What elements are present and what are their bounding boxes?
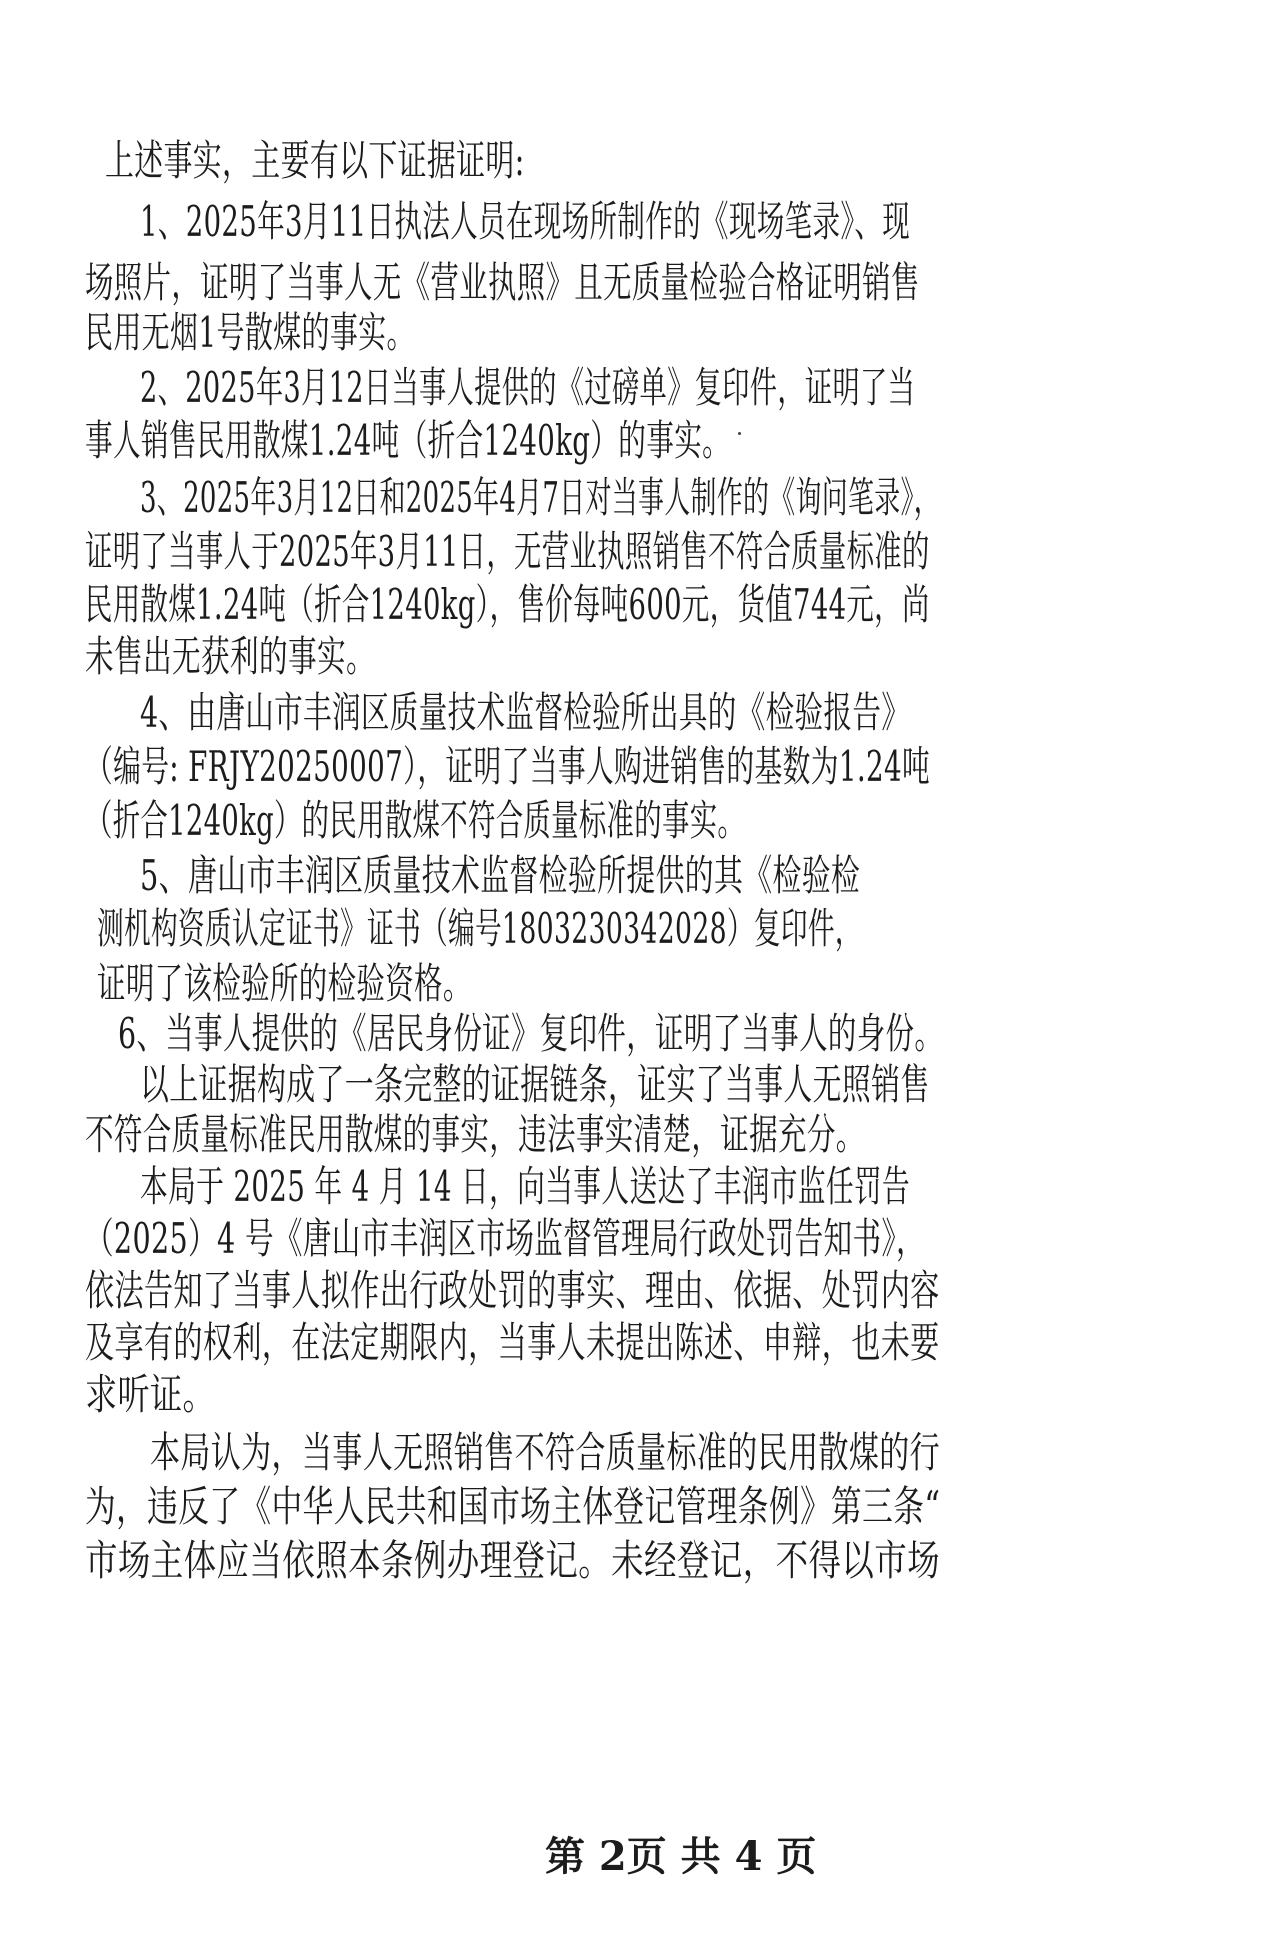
text-line: 及享有的权利，在法定期限内，当事人未提出陈述、申辩，也未要: [85, 1318, 940, 1367]
text-line: 为，违反了《中华人民共和国市场主体登记管理条例》第三条“: [85, 1482, 941, 1531]
text-line: 2、2025年3月12日当事人提供的《过磅单》复印件，证明了当: [140, 363, 916, 412]
text-line: （编号: FRJY20250007），证明了当事人购进销售的基数为1.24吨: [85, 742, 931, 791]
text-line: 不符合质量标准民用散煤的事实，违法事实清楚，证据充分。: [85, 1110, 865, 1159]
text-line: 证明了该检验所的检验资格。: [97, 959, 472, 1008]
text-line: 本局于 2025 年 4 月 14 日，向当事人送达了丰润市监任罚告: [140, 1162, 911, 1211]
text-line: 市场主体应当依照本条例办理登记。未经登记，不得以市场: [85, 1536, 941, 1585]
text-line: （折合1240kg）的民用散煤不符合质量标准的事实。: [85, 796, 746, 845]
text-line: 测机构资质认定证书》证书（编号1803230342028）复印件，: [97, 904, 862, 953]
text-line: 求听证。: [85, 1370, 216, 1419]
text-line: 事人销售民用散煤1.24吨（折合1240kg）的事实。: [85, 416, 731, 465]
text-line: （2025）4 号《唐山市丰润区市场监督管理局行政处罚告知书》，: [85, 1214, 925, 1263]
text-line: 本局认为，当事人无照销售不符合质量标准的民用散煤的行: [150, 1428, 941, 1477]
text-line: 场照片，证明了当事人无《营业执照》且无质量检验合格证明销售: [85, 258, 920, 307]
text-line: 6、当事人提供的《居民身份证》复印件，证明了当事人的身份。: [118, 1009, 944, 1058]
text-line: 证明了当事人于2025年3月11日，无营业执照销售不符合质量标准的: [85, 527, 930, 576]
text-line: 5、唐山市丰润区质量技术监督检验所提供的其《检验检: [140, 851, 861, 900]
page-number: 第 2页 共 4 页: [545, 1833, 817, 1880]
text-line: 1、2025年3月11日执法人员在现场所制作的《现场笔录》、现: [140, 197, 911, 246]
text-line: 3、2025年3月12日和2025年4月7日对当事人制作的《询问笔录》，: [140, 473, 941, 522]
text-line: 未售出无获利的事实。: [85, 632, 376, 681]
scan-speck: [738, 432, 741, 435]
text-line: 民用无烟1号散煤的事实。: [85, 308, 415, 357]
text-line: 民用散煤1.24吨（折合1240kg），售价每吨600元，货值744元，尚: [85, 580, 930, 629]
text-line: 以上证据构成了一条完整的证据链条，证实了当事人无照销售: [140, 1060, 930, 1109]
text-line: 依法告知了当事人拟作出行政处罚的事实、理由、依据、处罚内容: [85, 1266, 940, 1315]
text-line: 上述事实，主要有以下证据证明:: [105, 136, 525, 185]
text-line: 4、由唐山市丰润区质量技术监督检验所出具的《检验报告》: [140, 688, 911, 737]
